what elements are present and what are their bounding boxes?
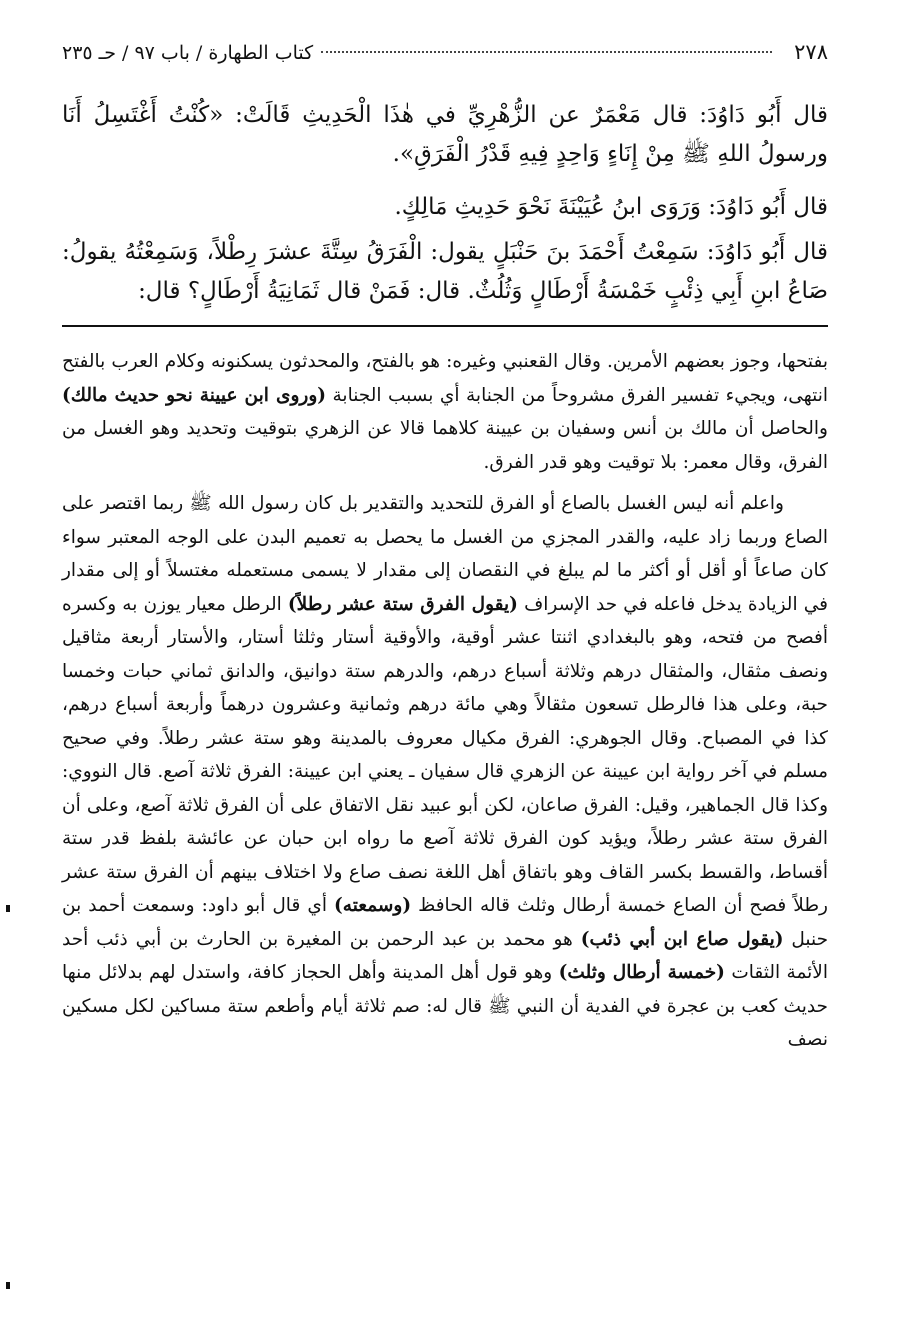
commentary-text-run: وهو قول أهل المدينة وأهل الحجاز كافة، واستدل لهم بدلائل منها حديث كعب بن عجرة في الفدية أن النبي ﷺ قال له: صم ثلاثة أيام وأطعم ستة مساكين لكل مسكين نصف: [62, 962, 828, 1050]
quoted-matn: (وروى ابن عيينة نحو حديث مالك): [62, 384, 327, 406]
book-page: [62, 40, 828, 1065]
commentary-text-run: الرطل معيار يوزن به وكسره أفصح من فتحه، وهو بالبغدادي اثنتا عشر أوقية، والأوقية أستار وثلثا أستار، والأستار أربعة مثاقيل ونصف مثقال، والمثقال درهم وثلاثة أسباع درهم، والدرهم ستة دوانيق، والدانق ثماني حبات وخمسا حبة، وعلى هذا فالرطل تسعون مثقالاً وهي مائة درهم وثمانية وعشرون درهماً وأربعة أسباع درهم، كذا في المصباح. وقال الجوهري: الفرق مكيال معروف بالمدينة وهو ستة عشر رطلاً. وفي صحيح مسلم في آخر رواية ابن عيينة عن الزهري قال سفيان ـ يعني ابن عيينة: الفرق ثلاثة آصع. قال النووي: وكذا قال الجماهير، وقيل: الفرق صاعان، لكن أبو عبيد نقل الاتفاق على أن الفرق ثلاثة آصع، وعلى أن الفرق ستة عشر رطلاً، ويؤيد كون الفرق ثلاثة آصع ما رواه ابن حبان عن عائشة بلفظ قدر ستة أقساط، والقسط بكسر القاف وهو باتفاق أهل اللغة نصف صاع ولا اختلاف بينهم أن الفرق ستة عشر رطلاً فصح أن الصاع خمسة أرطال وثلث قاله الحافظ: [62, 593, 828, 916]
commentary-paragraph-2: [62, 487, 828, 1057]
chapter-title: كتاب الطهارة / باب ٩٧ / حـ ٢٣٥: [62, 42, 314, 64]
commentary-text-run: هو محمد بن عبد الرحمن بن المغيرة بن الحارث بن أبي ذئب أحد الأئمة الثقات: [62, 928, 828, 983]
page-number: ٢٧٨: [794, 40, 828, 64]
quoted-matn: (خمسة أرطال وثلث): [558, 962, 725, 983]
matn-paragraph-2: قال أَبُو دَاوُدَ: وَرَوَى ابنُ عُيَيْنَةَ نَحْوَ حَدِيثِ مَالِكٍ.: [394, 194, 828, 220]
commentary-text-run: واعلم أنه ليس الغسل بالصاع أو الفرق للتحديد والتقدير بل كان رسول الله ﷺ ربما اقتصر على الصاع وربما زاد عليه، والقدر المجزي من الغسل ما يحصل به تعميم البدن على الوجه المعتبر سواء كان صاعاً أو أقل أو أكثر ما لم يبلغ في النقصان إلى مقدار لا يسمى مستعمله مغتسلاً أو إلى مقدار في الزيادة يدخل فاعله في حد الإسراف: [62, 493, 828, 615]
commentary-text-run: أي قال أبو داود: وسمعت أحمد بن حنبل: [62, 895, 829, 950]
quoted-matn: (وسمعته): [334, 895, 412, 916]
commentary-paragraph-1: [62, 345, 828, 479]
matn-paragraph-3: قال أَبُو دَاوُدَ: سَمِعْتُ أَحْمَدَ بنَ حَنْبَلٍ يقول: الْفَرَقُ سِتَّةَ عشرَ رِطْلاً، وَسَمِعْتُهُ يقولُ: صَاعُ ابنِ أَبِي ذِئْبٍ خَمْسَةُ أَرْطَالٍ وَثُلُثٌ. قال: فَمَنْ قال ثَمَانِيَةُ أَرْطَالٍ؟ قال:: [62, 239, 828, 304]
dotted-leader: [321, 51, 772, 53]
commentary-text-run: والحاصل أن مالك بن أنس وسفيان بن عيينة كلاهما قالا عن الزهري بتوقيت وتحديد وهو الغسل من الفرق، وقال معمر: بلا توقيت وهو قدر الفرق.: [62, 418, 828, 473]
running-header: [62, 40, 828, 74]
hadith-text: [62, 96, 828, 311]
commentary-text-run: بفتحها، وجوز بعضهم الأمرين. وقال القعنبي وغيره: هو بالفتح، والمحدثون يسكنونه وكلام العرب بالفتح انتهى، ويجيء تفسير الفرق مشروحاً من الجنابة أي بسبب الجنابة: [62, 351, 829, 406]
quoted-matn: (يقول الفرق ستة عشر رطلاً): [287, 593, 518, 615]
quoted-matn: (يقول صاع ابن أبي ذئب): [580, 928, 784, 950]
margin-mark: [6, 1282, 10, 1289]
commentary-text: [62, 345, 828, 1057]
margin-mark: [6, 905, 10, 912]
matn-paragraph-1: قال أَبُو دَاوُدَ: قال مَعْمَرٌ عن الزُّهْرِيِّ في هٰذَا الْحَدِيثِ قَالَتْ: «كُنْتُ أَغْتَسِلُ أَنَا ورسولُ اللهِ ﷺ مِنْ إِنَاءٍ وَاحِدٍ فِيهِ قَدْرُ الْفَرَقِ».: [62, 102, 828, 167]
separator-rule: [62, 325, 828, 327]
